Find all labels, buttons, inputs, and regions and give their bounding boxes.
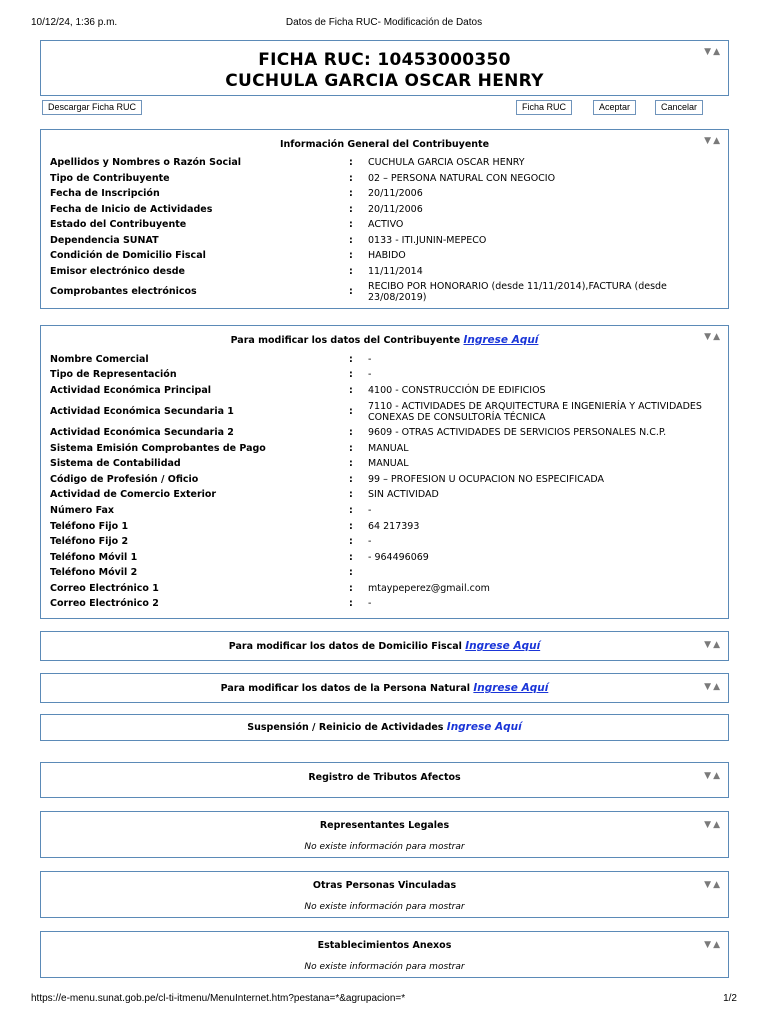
expand-arrow-icon[interactable]: ▲ — [713, 640, 722, 650]
field-separator: : — [349, 204, 353, 215]
vinculadas-panel — [40, 871, 729, 918]
field-value: - — [368, 598, 372, 609]
field-separator: : — [349, 286, 353, 297]
field-separator: : — [349, 385, 353, 396]
field-separator: : — [349, 598, 353, 609]
collapse-arrow-icon[interactable]: ▼ — [704, 332, 714, 342]
field-separator: : — [349, 406, 353, 417]
expand-arrow-icon[interactable]: ▲ — [713, 940, 722, 950]
field-separator: : — [349, 219, 353, 230]
field-label: Teléfono Fijo 1 — [50, 521, 129, 532]
cancel-button[interactable]: Cancelar — [655, 100, 703, 115]
collapse-arrow-icon[interactable]: ▼ — [704, 820, 714, 830]
field-label: Emisor electrónico desde — [50, 266, 185, 277]
field-value: SIN ACTIVIDAD — [368, 489, 439, 500]
field-value: 9609 - OTRAS ACTIVIDADES DE SERVICIOS PERSONALES N.C.P. — [368, 427, 667, 438]
ruc-number-title: FICHA RUC: 10453000350 — [258, 50, 511, 70]
taxpayer-data-panel — [40, 325, 729, 619]
field-separator: : — [349, 235, 353, 246]
field-label: Estado del Contribuyente — [50, 219, 187, 230]
field-value: 11/11/2014 — [368, 266, 423, 277]
field-value: - — [368, 354, 372, 365]
collapse-arrow-icon[interactable]: ▼ — [704, 771, 714, 781]
anexos-title: Establecimientos Anexos — [317, 940, 452, 951]
expand-arrow-icon[interactable]: ▲ — [713, 136, 722, 146]
print-document-title: Datos de Ficha RUC- Modificación de Datos — [285, 17, 483, 28]
field-separator: : — [349, 266, 353, 277]
ficha-ruc-title-panel — [40, 40, 729, 96]
field-separator: : — [349, 474, 353, 485]
field-value: 20/11/2006 — [368, 204, 423, 215]
field-label: Comprobantes electrónicos — [50, 286, 197, 297]
field-value: mtaypeperez@gmail.com — [368, 583, 490, 594]
field-label: Actividad Económica Secundaria 1 — [50, 406, 234, 417]
field-value: 0133 - ITI.JUNIN-MEPECO — [368, 235, 487, 246]
domicilio-modify-link[interactable]: Ingrese Aquí — [465, 640, 541, 652]
tributos-afectos-panel — [40, 762, 729, 798]
field-value: 99 – PROFESION U OCUPACION NO ESPECIFICADA — [368, 474, 604, 485]
field-label: Tipo de Contribuyente — [50, 173, 170, 184]
field-value: 20/11/2006 — [368, 188, 423, 199]
general-info-title: Información General del Contribuyente — [279, 139, 490, 150]
suspension-label: Suspensión / Reinicio de Actividades — [247, 722, 444, 733]
domicilio-modify-label: Para modificar los datos de Domicilio Fiscal — [228, 641, 462, 652]
field-value: 7110 - ACTIVIDADES DE ARQUITECTURA E INGENIERÍA Y ACTIVIDADES CONEXAS DE CONSULTORÍA TÉCNICA — [368, 401, 702, 423]
field-label: Fecha de Inicio de Actividades — [50, 204, 213, 215]
general-info-panel — [40, 129, 729, 309]
field-value: - — [368, 505, 372, 516]
field-separator: : — [349, 157, 353, 168]
suspension-panel — [40, 714, 729, 741]
field-separator: : — [349, 583, 353, 594]
print-footer — [31, 993, 737, 1007]
field-label: Actividad Económica Secundaria 2 — [50, 427, 234, 438]
field-value: HABIDO — [368, 250, 406, 261]
accept-button[interactable]: Aceptar — [593, 100, 636, 115]
representantes-panel — [40, 811, 729, 858]
anexos-panel — [40, 931, 729, 978]
anexos-empty-note: No existe información para mostrar — [304, 962, 465, 972]
taxpayer-section-heading — [41, 334, 728, 346]
print-url: https://e-menu.sunat.gob.pe/cl-ti-itmenu/MenuInternet.htm?pestana=*&agrupacion=* — [31, 993, 406, 1004]
field-separator: : — [349, 250, 353, 261]
representantes-title: Representantes Legales — [319, 820, 450, 831]
persona-modify-link[interactable]: Ingrese Aquí — [473, 682, 549, 694]
taxpayer-modify-link[interactable]: Ingrese Aquí — [463, 334, 539, 346]
vinculadas-empty-note: No existe información para mostrar — [304, 902, 465, 912]
tributos-title: Registro de Tributos Afectos — [308, 772, 461, 783]
collapse-arrow-icon[interactable]: ▼ — [704, 640, 714, 650]
field-label: Correo Electrónico 1 — [50, 583, 159, 594]
expand-arrow-icon[interactable]: ▲ — [713, 820, 722, 830]
download-ficha-button[interactable]: Descargar Ficha RUC — [42, 100, 142, 115]
taxpayer-name-title: CUCHULA GARCIA OSCAR HENRY — [225, 71, 544, 91]
suspension-link[interactable]: Ingrese Aquí — [446, 721, 522, 733]
collapse-arrow-icon[interactable]: ▼ — [704, 880, 714, 890]
domicilio-section-heading — [41, 640, 728, 652]
field-value: 02 – PERSONA NATURAL CON NEGOCIO — [368, 173, 556, 184]
domicilio-fiscal-panel — [40, 631, 729, 661]
field-separator: : — [349, 443, 353, 454]
collapse-arrow-icon[interactable]: ▼ — [704, 940, 714, 950]
field-separator: : — [349, 173, 353, 184]
field-label: Número Fax — [50, 505, 115, 516]
expand-arrow-icon[interactable]: ▲ — [713, 47, 722, 57]
taxpayer-modify-label: Para modificar los datos del Contribuyente — [230, 335, 461, 346]
persona-natural-panel — [40, 673, 729, 703]
field-label: Sistema de Contabilidad — [50, 458, 181, 469]
field-separator: : — [349, 567, 353, 578]
field-value: ACTIVO — [368, 219, 404, 230]
field-label: Nombre Comercial — [50, 354, 149, 365]
field-separator: : — [349, 188, 353, 199]
field-separator: : — [349, 552, 353, 563]
expand-arrow-icon[interactable]: ▲ — [713, 332, 722, 342]
field-label: Código de Profesión / Oficio — [50, 474, 199, 485]
persona-section-heading — [41, 682, 728, 694]
print-page-number: 1/2 — [723, 993, 737, 1004]
field-value: - — [368, 369, 372, 380]
field-separator: : — [349, 458, 353, 469]
field-label: Teléfono Móvil 1 — [50, 552, 138, 563]
field-value: 64 217393 — [368, 521, 420, 532]
collapse-arrow-icon[interactable]: ▼ — [704, 136, 714, 146]
field-separator: : — [349, 427, 353, 438]
field-value: 4100 - CONSTRUCCIÓN DE EDIFICIOS — [368, 385, 546, 396]
field-label: Sistema Emisión Comprobantes de Pago — [50, 443, 266, 454]
field-separator: : — [349, 536, 353, 547]
field-label: Actividad Económica Principal — [50, 385, 212, 396]
print-datetime: 10/12/24, 1:36 p.m. — [31, 17, 118, 28]
field-label: Tipo de Representación — [50, 369, 177, 380]
field-separator: : — [349, 521, 353, 532]
expand-arrow-icon[interactable]: ▲ — [713, 682, 722, 692]
field-separator: : — [349, 489, 353, 500]
persona-modify-label: Para modificar los datos de la Persona Natural — [220, 683, 471, 694]
field-separator: : — [349, 505, 353, 516]
field-value: - 964496069 — [368, 552, 429, 563]
field-label: Teléfono Fijo 2 — [50, 536, 129, 547]
field-label: Dependencia SUNAT — [50, 235, 159, 246]
ficha-ruc-button[interactable]: Ficha RUC — [516, 100, 572, 115]
suspension-section-heading — [41, 721, 728, 733]
field-label: Condición de Domicilio Fiscal — [50, 250, 206, 261]
field-separator: : — [349, 354, 353, 365]
field-label: Teléfono Móvil 2 — [50, 567, 138, 578]
collapse-arrow-icon[interactable]: ▼ — [704, 682, 714, 692]
field-value: CUCHULA GARCIA OSCAR HENRY — [368, 157, 525, 168]
collapse-arrow-icon[interactable]: ▼ — [704, 47, 714, 57]
field-label: Fecha de Inscripción — [50, 188, 160, 199]
field-value: RECIBO POR HONORARIO (desde 11/11/2014),FACTURA (desde 23/08/2019) — [368, 281, 667, 303]
field-separator: : — [349, 369, 353, 380]
field-value: MANUAL — [368, 443, 409, 454]
expand-arrow-icon[interactable]: ▲ — [713, 880, 722, 890]
field-label: Actividad de Comercio Exterior — [50, 489, 217, 500]
print-header — [31, 17, 737, 31]
field-value: - — [368, 536, 372, 547]
field-label: Apellidos y Nombres o Razón Social — [50, 157, 242, 168]
expand-arrow-icon[interactable]: ▲ — [713, 771, 722, 781]
field-value: MANUAL — [368, 458, 409, 469]
vinculadas-title: Otras Personas Vinculadas — [312, 880, 457, 891]
field-label: Correo Electrónico 2 — [50, 598, 159, 609]
representantes-empty-note: No existe información para mostrar — [304, 842, 465, 852]
